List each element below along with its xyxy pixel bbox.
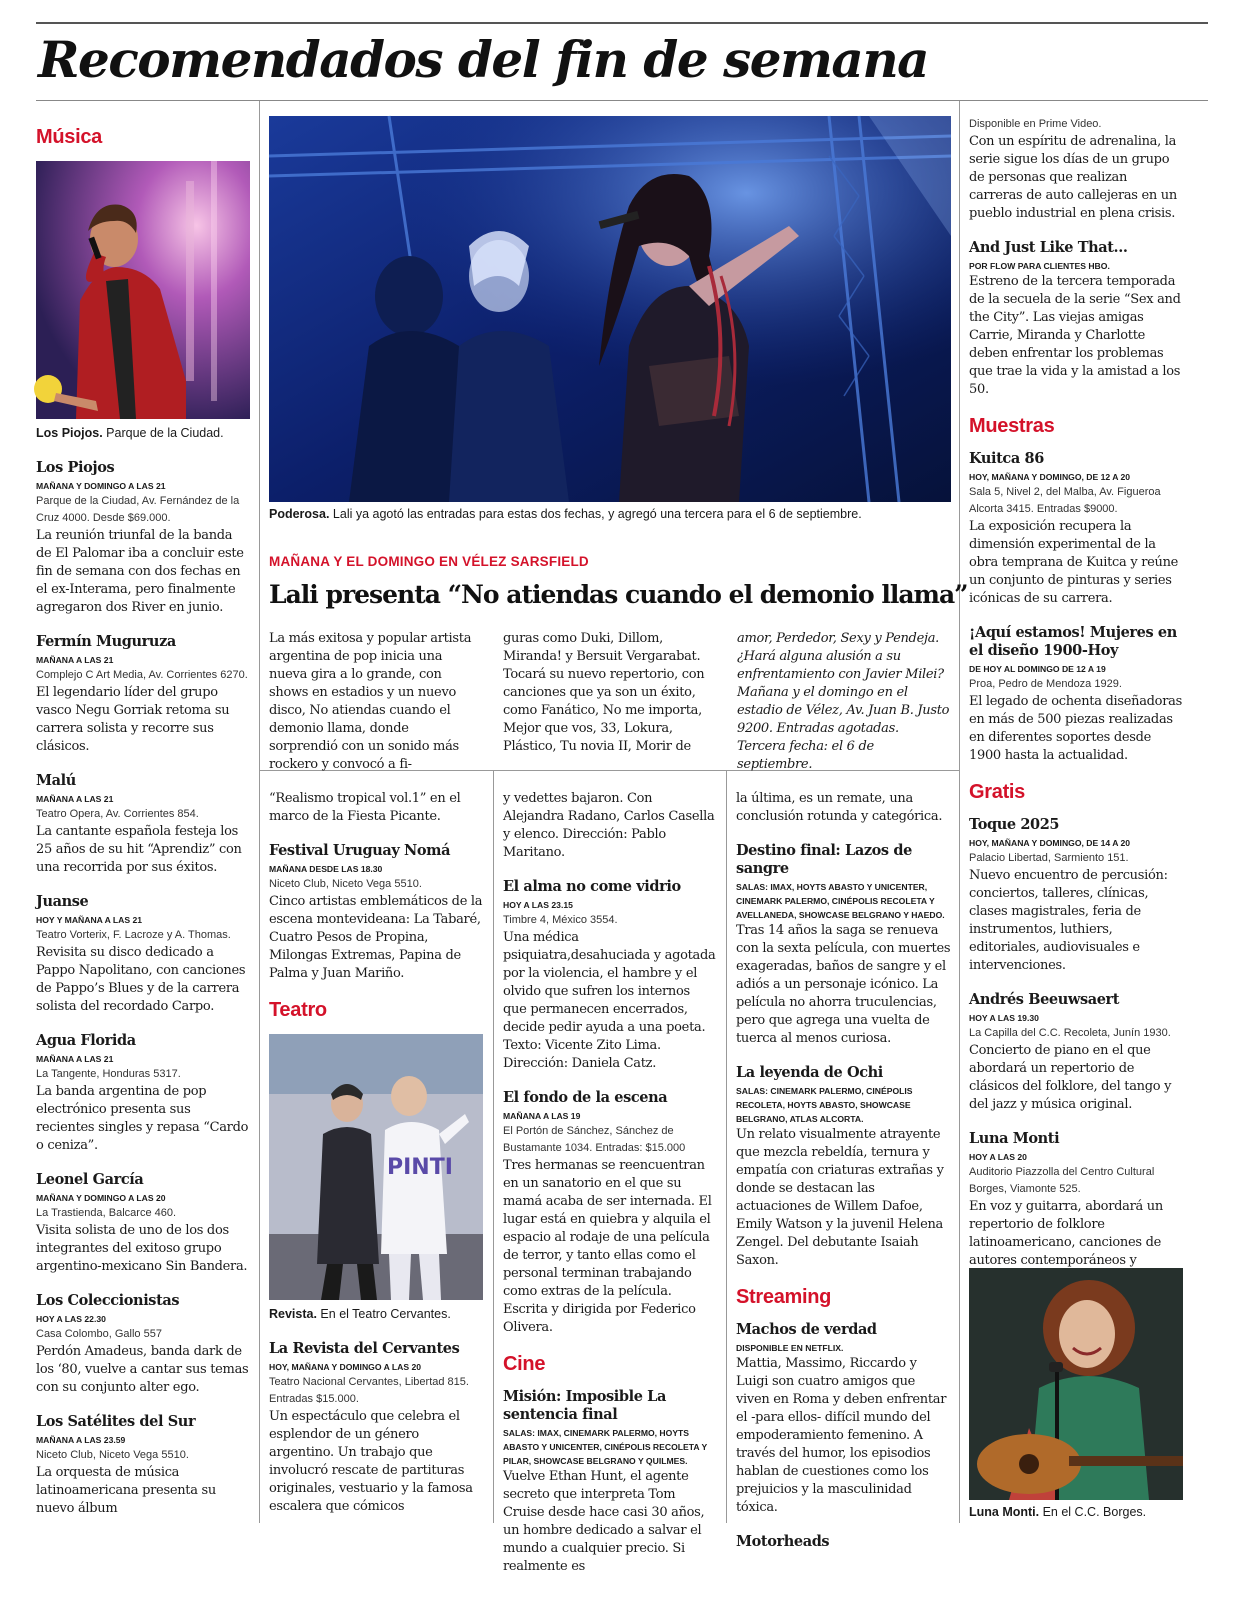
- event-when: HOY Y MAÑANA A LAS 21: [36, 915, 143, 925]
- event-desc: Revisita su disco dedicado a Pappo Napolitano, con canciones de Pappo’s Blues y de la carrera solista del recordado Carpo.: [36, 945, 246, 1014]
- top-rule: [36, 22, 1208, 24]
- singer-photo-icon: [36, 161, 250, 419]
- column-b-intro: y vedettes bajaron. Con Alejandra Radano, Carlos Casella y elenco. Dirección: Pablo Maritano.: [503, 791, 715, 860]
- streaming-event: [736, 1321, 952, 1517]
- teatro-event: [503, 1089, 717, 1337]
- column-a: [269, 790, 483, 1522]
- event-where: La Tangente, Honduras 5317.: [36, 1068, 181, 1080]
- muestras-event: [969, 624, 1183, 765]
- concert-stage-photo-icon: [269, 116, 951, 502]
- event-desc: El legendario líder del grupo vasco Negu Gorriak retoma su carrera solista y recorre sus clásicos.: [36, 685, 230, 754]
- musica-event: [36, 459, 250, 617]
- event-where: Teatro Opera, Av. Corrientes 854.: [36, 808, 199, 820]
- musica-column: [36, 126, 250, 1522]
- event-title: Misión: Imposible La sentencia final: [503, 1388, 666, 1423]
- event-title: La leyenda de Ochi: [736, 1064, 883, 1081]
- muestras-event: [969, 450, 1183, 608]
- event-title: And Just Like That...: [969, 239, 1128, 256]
- event-title: El fondo de la escena: [503, 1089, 668, 1106]
- event-desc: Con un espíritu de adrenalina, la serie sigue los días de un grupo de personas que realizan carreras de auto callejeras en un pueblo industrial en plena crisis.: [969, 134, 1177, 221]
- event-where: Proa, Pedro de Mendoza 1929.: [969, 678, 1122, 690]
- event-when: MAÑANA A LAS 21: [36, 655, 114, 665]
- event-where: Teatro Vorterix, F. Lacroze y A. Thomas.: [36, 929, 231, 941]
- event-when: HOY, MAÑANA Y DOMINGO, DE 12 A 20: [969, 472, 1131, 482]
- event-desc: La banda argentina de pop electrónico presenta sus recientes singles y repasa “Cardo o ceniza”.: [36, 1084, 249, 1153]
- musica-event: [36, 1292, 250, 1397]
- event-desc: Vuelve Ethan Hunt, el agente secreto que interpreta Tom Cruise desde hace casi 30 años, un hombre dedicado a salvar el mundo a cualquier precio. Si realmente es: [503, 1469, 705, 1574]
- event-title: Festival Uruguay Nomá: [269, 842, 451, 859]
- event-desc: El legado de ochenta diseñadoras en más de 500 piezas realizadas en diferentes soportes desde 1900 hasta la actualidad.: [969, 694, 1182, 763]
- right-photo-caption: Luna Monti. En el C.C. Borges.: [969, 1505, 1147, 1519]
- event-title: Leonel García: [36, 1171, 144, 1188]
- event-when: POR FLOW PARA CLIENTES HBO.: [969, 261, 1110, 271]
- musica-event: [36, 893, 250, 1016]
- event-where: La Capilla del C.C. Recoleta, Junín 1930.: [969, 1027, 1171, 1039]
- event-desc: Visita solista de uno de los dos integrantes del exitoso grupo argentino-mexicano Sin Bandera.: [36, 1223, 248, 1274]
- event-desc: Concierto de piano en el que abordará un repertorio de clásicos del folklore, del tango y del jazz y música original.: [969, 1043, 1172, 1112]
- event-title: El alma no come vidrio: [503, 878, 681, 895]
- event-where: La Trastienda, Balcarce 460.: [36, 1207, 177, 1219]
- event-where: Niceto Club, Niceto Vega 5510.: [36, 1449, 189, 1461]
- event-title: Fermín Muguruza: [36, 633, 176, 650]
- lead-body-col-3: amor, Perdedor, Sexy y Pendeja. ¿Hará alguna alusión a su enfrentamiento con Javier Milei? Mañana y el domingo en el estadio de Vélez, Av. Juan B. Justo 9200. Entradas agotadas. Tercera fecha: el 6 de septiembre.: [737, 631, 950, 772]
- title-rule: [36, 100, 1208, 101]
- event-title: ¡Aquí estamos! Mujeres en el diseño 1900-Hoy: [969, 624, 1177, 659]
- column-b: [503, 790, 717, 1574]
- event-where: Complejo C Art Media, Av. Corrientes 6270.: [36, 669, 248, 681]
- streaming-event: [969, 239, 1183, 399]
- event-when: DISPONIBLE EN NETFLIX.: [736, 1343, 844, 1353]
- column-c: [736, 790, 952, 1550]
- event-title: Juanse: [36, 893, 89, 910]
- event-desc: Cinco artistas emblemáticos de la escena montevideana: La Tabaré, Cuatro Pesos de Propina, Milongas Extremas, Papina de Palma y Juan Mariño.: [269, 894, 483, 981]
- event-desc: Un relato visualmente atrayente que mezcla rebeldía, ternura y empatía con criaturas extrañas y donde se destacan las actuaciones de Willem Dafoe, Emily Watson y la juvenil Helena Zengel. Del debutante Isaiah Saxon.: [736, 1127, 944, 1268]
- event-where: Casa Colombo, Gallo 557: [36, 1328, 162, 1340]
- event-desc: Estreno de la tercera temporada de la secuela de la serie “Sex and the City”. Las viejas amigas Carrie, Miranda y Charlotte deben enfrentar los problemas que trae la vida y la amistad a los 50.: [969, 274, 1181, 397]
- event-where: Auditorio Piazzolla del Centro Cultural Borges, Viamonte 525.: [969, 1166, 1155, 1195]
- event-when: DE HOY AL DOMINGO DE 12 A 19: [969, 664, 1106, 674]
- event-when: MAÑANA Y DOMINGO A LAS 21: [36, 481, 166, 491]
- event-when: MAÑANA DESDE LAS 18.30: [269, 864, 383, 874]
- musica-event: [36, 633, 250, 756]
- event-when: MAÑANA A LAS 21: [36, 794, 114, 804]
- event-when: MAÑANA Y DOMINGO A LAS 20: [36, 1193, 166, 1203]
- event-desc: Perdón Amadeus, banda dark de los ‘80, vuelve a cantar sus temas con su conjunto alter ego.: [36, 1344, 249, 1395]
- event-when: HOY, MAÑANA Y DOMINGO, DE 14 A 20: [969, 838, 1131, 848]
- event-where: Timbre 4, México 3554.: [503, 914, 618, 926]
- event-where: Parque de la Ciudad, Av. Fernández de la Cruz 4000. Desde $69.000.: [36, 495, 240, 524]
- page-title: Recomendados del fin de semana: [38, 30, 929, 89]
- event-title: Los Coleccionistas: [36, 1292, 180, 1309]
- event-desc: Tres hermanas se reencuentran en un sanatorio en el que su mamá acaba de ser internada. El lugar está en quiebra y alquila el espacio al rodaje de una película de terror, y tanto ellas como el personal terminan trabajando como extras de la película. Escrita y dirigida por Federico Olivera.: [503, 1158, 712, 1335]
- event-desc: Una médica psiquiatra,desahuciada y agotada por la violencia, el hambre y el olvido que sufren los internos que permanecen encerrados, decide pedir ayuda a una poeta. Texto: Vicente Zito Lima. Dirección: Daniela Catz.: [503, 930, 716, 1071]
- event-desc: La cantante española festeja los 25 años de su hit “Aprendiz” con una recorrida por sus éxitos.: [36, 824, 242, 875]
- event-desc: La exposición recupera la dimensión experimental de la obra temprana de Kuitca y reúne un conjunto de pinturas y series icónicas de su carrera.: [969, 519, 1179, 606]
- lead-kicker: MAÑANA Y EL DOMINGO EN VÉLEZ SARSFIELD: [269, 554, 589, 569]
- event-when: MAÑANA A LAS 19: [503, 1111, 581, 1121]
- section-heading-gratis: Gratis: [969, 781, 1026, 803]
- event-when: MAÑANA A LAS 21: [36, 1054, 114, 1064]
- musica-event: [36, 772, 250, 877]
- lead-photo-caption: Poderosa. Lali ya agotó las entradas para estas dos fechas, y agregó una tercera para el 6 de septiembre.: [269, 507, 862, 521]
- event-when: MAÑANA A LAS 23.59: [36, 1435, 126, 1445]
- event-title: Machos de verdad: [736, 1321, 877, 1338]
- event-where: Sala 5, Nivel 2, del Malba, Av. Figueroa Alcorta 3415. Entradas $9000.: [969, 486, 1161, 515]
- event-where: Disponible en Prime Video.: [969, 118, 1102, 130]
- cine-event: [736, 842, 952, 1048]
- event-desc: La orquesta de música latinoamericana presenta su nuevo álbum: [36, 1465, 216, 1516]
- musica-event: [36, 1032, 250, 1155]
- teatro-event: [503, 878, 717, 1073]
- svg-text:PINTI: PINTI: [387, 1155, 453, 1180]
- column-c-intro: la última, es un remate, una conclusión rotunda y categórica.: [736, 791, 943, 824]
- event-title: Los Satélites del Sur: [36, 1413, 196, 1430]
- column-rule-3: [493, 770, 494, 1523]
- event-when: HOY A LAS 23.15: [503, 900, 573, 910]
- event-desc: Tras 14 años la saga se renueva con la sexta película, con muertes exageradas, baños de sangre y el adiós a un personaje icónico. La película no ahorra truculencias, pero que agrega una vuelta de tuerca al menos curiosa.: [736, 923, 951, 1046]
- column-rule-1: [259, 101, 260, 1523]
- musica-photo-caption: Los Piojos. Parque de la Ciudad.: [36, 426, 224, 440]
- lead-body-col-2: guras como Duki, Dillom, Miranda! y Bersuit Vergarabat. Tocará su nuevo repertorio, con canciones que ya son un éxito, como Fanático, No me importa, Mejor que vos, 33, Lokura, Plástico, Tu novia II, Morir de: [503, 631, 705, 754]
- guitarist-photo-icon: [969, 1268, 1183, 1500]
- event-title: Toque 2025: [969, 816, 1060, 833]
- event-title: La Revista del Cervantes: [269, 1340, 460, 1357]
- gratis-event: [969, 816, 1183, 975]
- lead-body-col-1: La más exitosa y popular artista argentina de pop inicia una nueva gira a lo grande, con shows en estadios y un nuevo disco, No atiendas cuando el demonio llama, donde sorprendió con un sonido más rockero y convocó a fi-: [269, 631, 472, 772]
- event-when: SALAS: IMAX, HOYTS ABASTO Y UNICENTER, CINEMARK PALERMO, CINÉPOLIS RECOLETA Y AVELLANEDA, SHOWCASE BELGRANO Y HAEDO.: [736, 882, 945, 920]
- event-when: SALAS: CINEMARK PALERMO, CINÉPOLIS RECOLETA, HOYTS ABASTO, SHOWCASE BELGRANO, ATLAS ALCORTA.: [736, 1086, 913, 1124]
- event-desc: Nuevo encuentro de percusión: conciertos, talleres, clínicas, clases magistrales, feria de instrumentos, luthiers, editoriales, audiovisuales e intervenciones.: [969, 868, 1168, 973]
- teatro-event: [269, 1340, 483, 1516]
- event-when: HOY A LAS 20: [969, 1152, 1027, 1162]
- event-when: HOY A LAS 19.30: [969, 1013, 1039, 1023]
- event-where: Palacio Libertad, Sarmiento 151.: [969, 852, 1129, 864]
- theater-actors-photo-icon: [269, 1034, 483, 1300]
- musica-event: [269, 842, 483, 983]
- cine-event: [736, 1064, 952, 1270]
- event-when: HOY A LAS 22.30: [36, 1314, 106, 1324]
- cine-event: [503, 1388, 717, 1576]
- column-rule-2: [959, 101, 960, 1523]
- section-heading-teatro: Teatro: [269, 999, 327, 1021]
- section-heading-musica: Música: [36, 126, 103, 148]
- event-when: HOY, MAÑANA Y DOMINGO A LAS 20: [269, 1362, 422, 1372]
- column-rule-4: [726, 770, 727, 1523]
- event-title: Motorheads: [736, 1533, 830, 1550]
- event-title: Destino final: Lazos de sangre: [736, 842, 912, 877]
- event-desc: Un espectáculo que celebra el esplendor de un género argentino. Un trabajo que involucró rescate de partituras originales, vestuario y la famosa escalera que cómicos: [269, 1409, 473, 1514]
- event-title: Luna Monti: [969, 1130, 1060, 1147]
- event-when: SALAS: IMAX, CINEMARK PALERMO, HOYTS ABASTO Y UNICENTER, CINÉPOLIS RECOLETA Y PILAR, SHOWCASE BELGRANO Y QUILMES.: [503, 1428, 708, 1466]
- event-where: El Portón de Sánchez, Sánchez de Bustamante 1034. Entradas: $15.000: [503, 1125, 686, 1154]
- event-title: Andrés Beeuwsaert: [969, 991, 1120, 1008]
- event-title: Malú: [36, 772, 76, 789]
- section-heading-cine: Cine: [503, 1353, 546, 1375]
- event-title: Los Piojos: [36, 459, 115, 476]
- section-heading-muestras: Muestras: [969, 415, 1055, 437]
- event-title: Kuitca 86: [969, 450, 1044, 467]
- event-desc: Mattia, Massimo, Riccardo y Luigi son cuatro amigos que viven en Roma y deben enfrentar el -para ellos- difícil mundo del empoderamiento femenino. A través del humor, los episodios hablan de cuestiones como los prejuicios y la masculinidad tóxica.: [736, 1356, 947, 1515]
- musica-event: [36, 1413, 250, 1518]
- event-desc: La reunión triunfal de la banda de El Palomar iba a concluir este fin de semana con dos fechas en el ex-Interama, pero finalmente agregaron dos River en junio.: [36, 528, 244, 615]
- lead-headline: Lali presenta “No atiendas cuando el demonio llama”: [269, 580, 968, 609]
- gratis-event: [969, 1130, 1183, 1288]
- event-title: Agua Florida: [36, 1032, 136, 1049]
- event-desc: En voz y guitarra, abordará un repertorio de folklore latinoamericano, canciones de autores contemporáneos y: [969, 1199, 1163, 1268]
- event-where: Niceto Club, Niceto Vega 5510.: [269, 878, 422, 890]
- column-a-intro: “Realismo tropical vol.1” en el marco de la Fiesta Picante.: [269, 791, 461, 824]
- gratis-event: [969, 991, 1183, 1114]
- event-where: Teatro Nacional Cervantes, Libertad 815. Entradas $15.000.: [269, 1376, 469, 1405]
- musica-event: [36, 1171, 250, 1276]
- section-heading-streaming: Streaming: [736, 1286, 832, 1308]
- teatro-photo-caption: Revista. En el Teatro Cervantes.: [269, 1307, 451, 1321]
